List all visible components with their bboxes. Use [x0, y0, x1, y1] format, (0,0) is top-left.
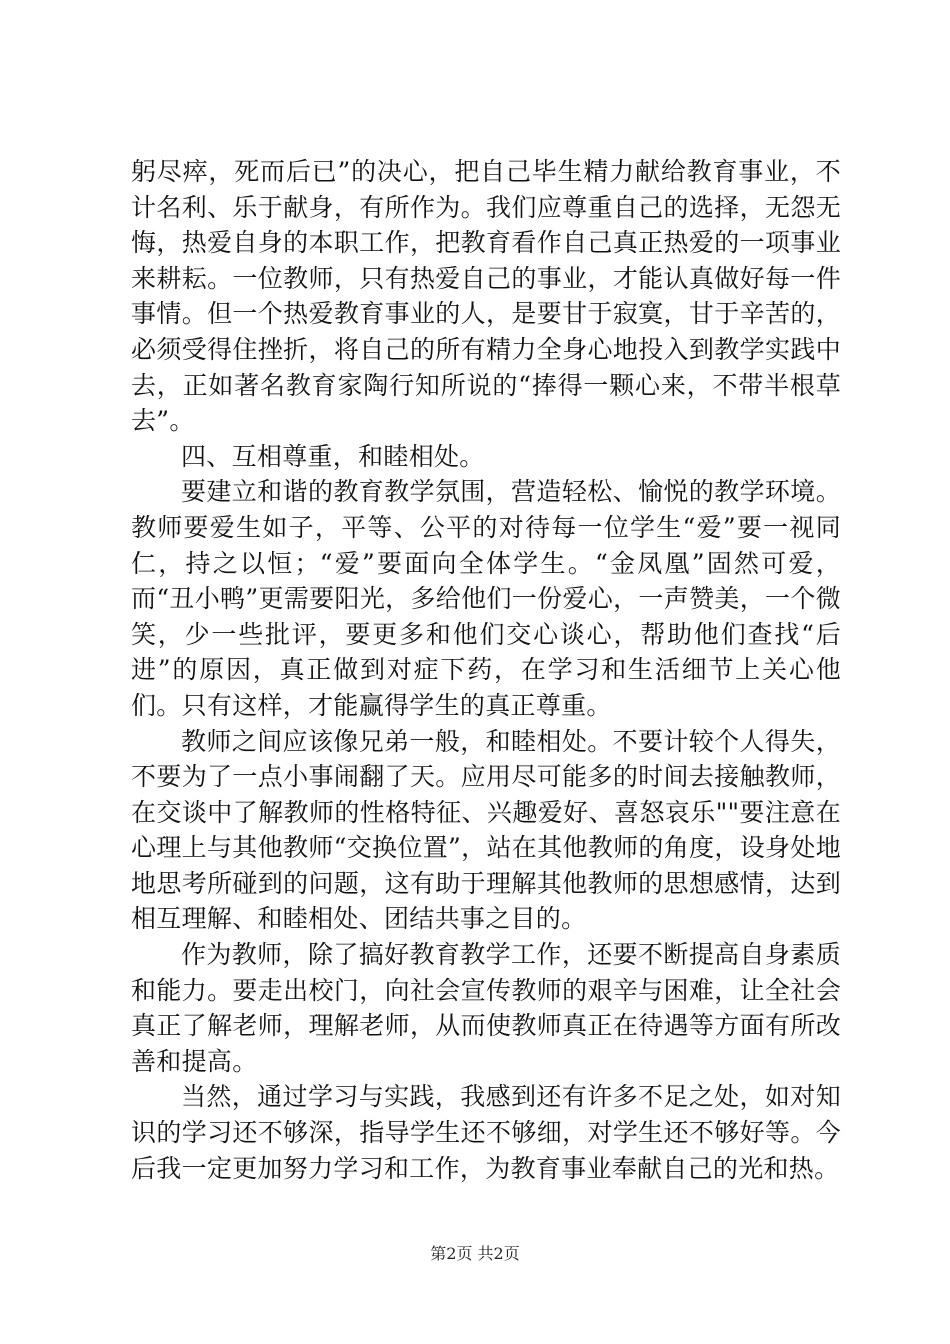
paragraph-conclusion: 当然，通过学习与实践，我感到还有许多不足之处，如对知识的学习还不够深，指导学生还不够细，对学生还不够好等。今后我一定更加努力学习和工作，为教育事业奉献自己的光和热。: [131, 1082, 841, 1183]
page-number-footer: 第2页 共2页: [430, 1244, 520, 1263]
paragraph-self-improvement: 作为教师，除了搞好教育教学工作，还要不断提高自身素质和能力。要走出校门，向社会宣传教师的艰辛与困难，让全社会真正了解老师，理解老师，从而使教师真正在待遇等方面有所改善和提高。: [131, 940, 841, 1076]
section-heading: 四、互相尊重，和睦相处。: [181, 441, 485, 471]
document-body: [131, 154, 841, 1186]
paragraph-student-respect: 要建立和谐的教育教学氛围，营造轻松、愉悦的教学环境。教师要爱生如子，平等、公平的对待每一位学生“爱”要一视同仁，持之以恒；“爱”要面向全体学生。“金凤凰”固然可爱，而“丑小鸭”更需要阳光，多给他们一份爱心，一声赞美，一个微笑，少一些批评，要更多和他们交心谈心，帮助他们查找“后进”的原因，真正做到对症下药，在学习和生活细节上关心他们。只有这样，才能赢得学生的真正尊重。: [131, 477, 841, 720]
paragraph-teacher-harmony: 教师之间应该像兄弟一般，和睦相处。不要计较个人得失，不要为了一点小事闹翻了天。应用尽可能多的时间去接触教师，在交谈中了解教师的性格特征、兴趣爱好、喜怒哀乐""要注意在心理上与其他教师“交换位置”，站在其他教师的角度，设身处地地思考所碰到的问题，这有助于理解其他教师的思想感情，达到相互理解、和睦相处、团结共事之目的。: [131, 726, 841, 934]
paragraph-continuation: 躬尽瘁，死而后已”的决心，把自己毕生精力献给教育事业，不计名利、乐于献身，有所作为。我们应尊重自己的选择，无怨无悔，热爱自身的本职工作，把教育看作自己真正热爱的一项事业来耕耘。一位教师，只有热爱自己的事业，才能认真做好每一件事情。但一个热爱教育事业的人，是要甘于寂寞，甘于辛苦的，必须受得住挫折，将自己的所有精力全身心地投入到教学实践中去，正如著名教育家陶行知所说的“捧得一颗心来，不带半根草去”。: [131, 157, 841, 436]
